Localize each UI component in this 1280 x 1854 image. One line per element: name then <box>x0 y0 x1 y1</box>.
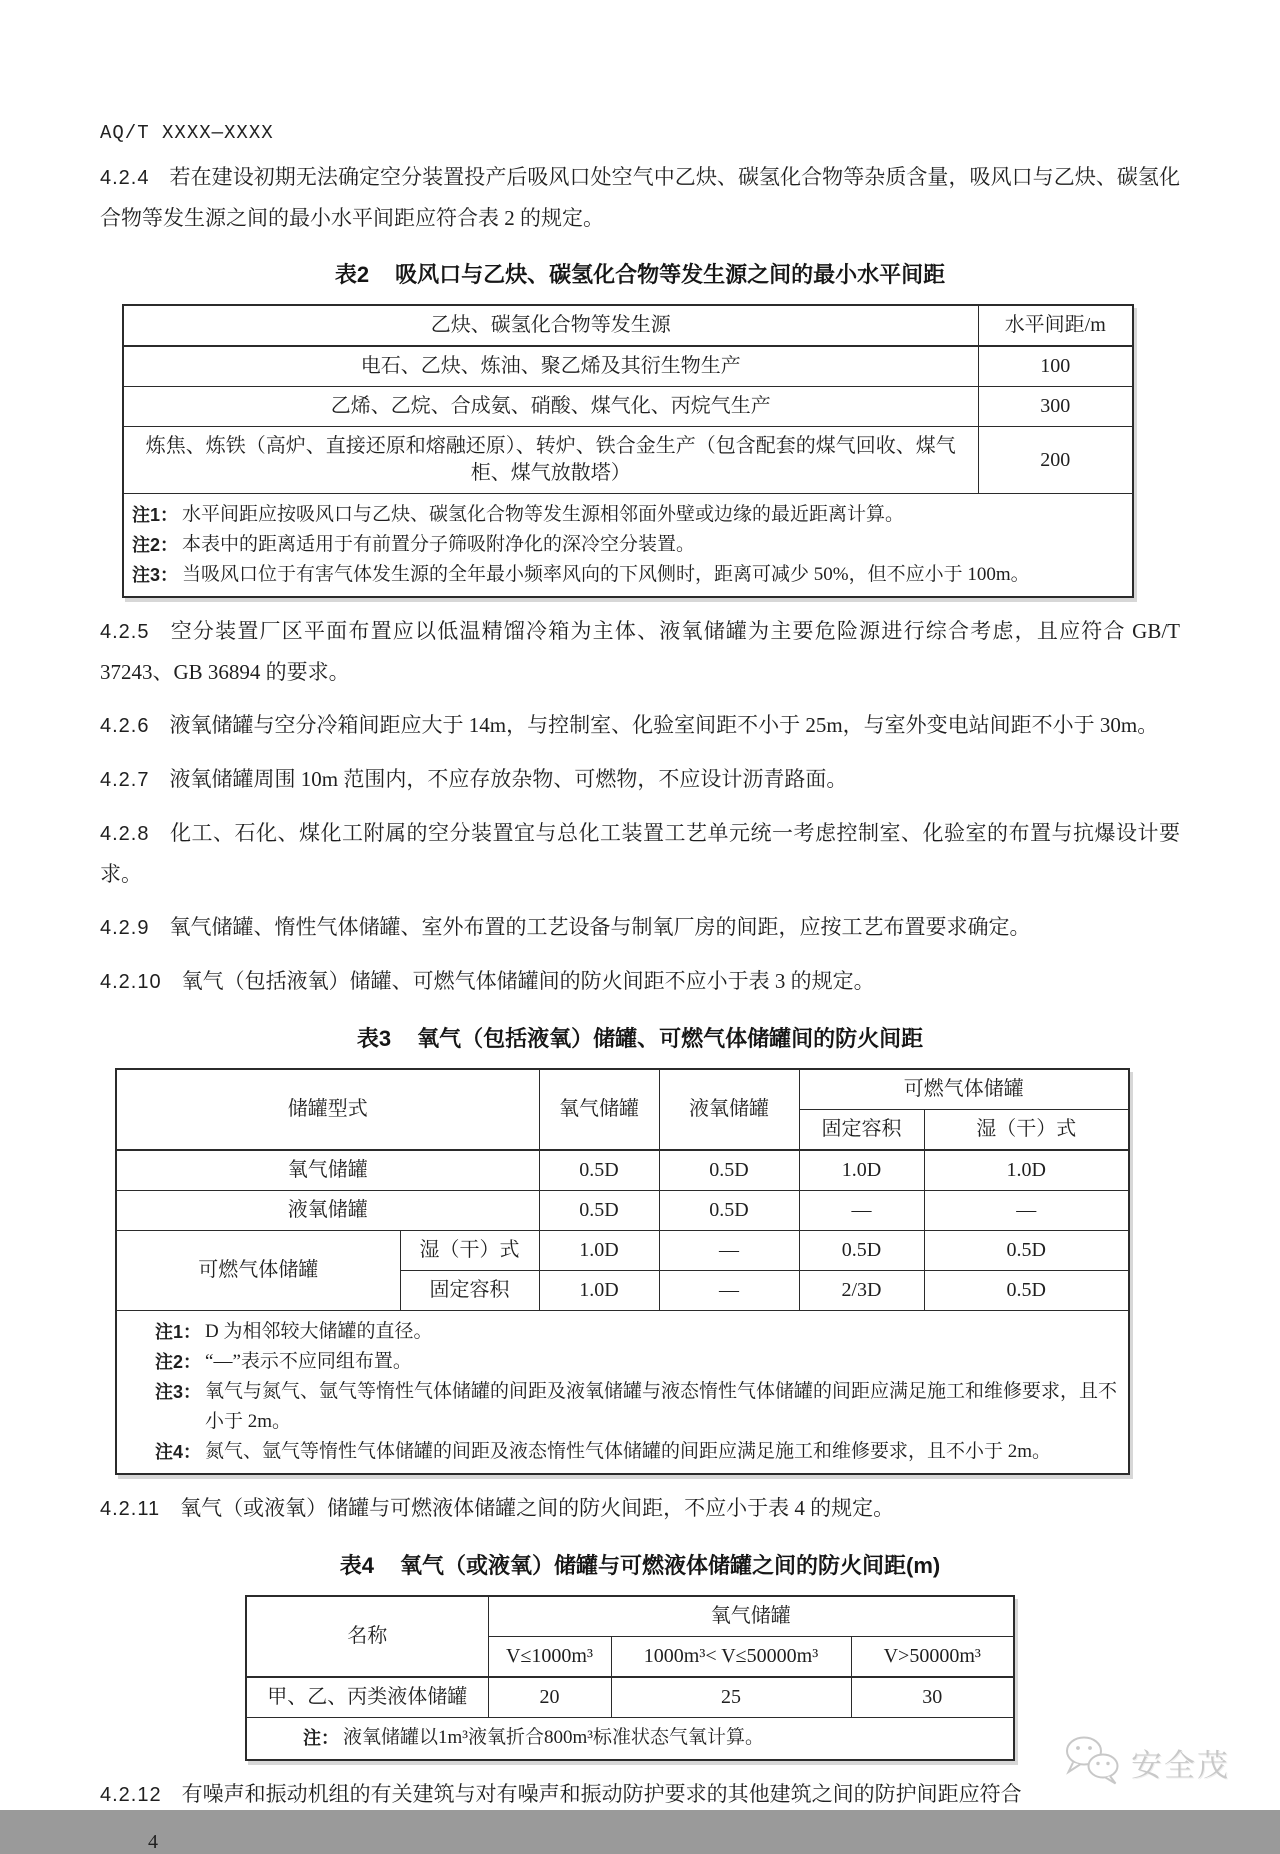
note-label: 注3： <box>132 565 179 585</box>
table-row <box>123 427 1133 494</box>
table-notes-row <box>246 1718 1014 1761</box>
note <box>155 1437 1120 1467</box>
table2-title-label: 表2 <box>334 262 370 287</box>
section-number: 4.2.11 <box>100 1498 161 1520</box>
note-text: 水平间距应按吸风口与乙炔、碳氢化合物等发生源相邻面外壁或边缘的最近距离计算。 <box>182 504 905 525</box>
table-cell: 2/3D <box>799 1271 924 1311</box>
table-cell: — <box>659 1231 799 1271</box>
notes-cell <box>123 494 1133 598</box>
header-cell: 液氧储罐 <box>659 1069 799 1150</box>
section-text: 化工、石化、煤化工附属的空分装置宜与总化工装置工艺单元统一考虑控制室、化验室的布置与抗爆设计要求。 <box>100 821 1180 886</box>
note <box>132 560 1124 590</box>
section-4-2-7 <box>100 759 1180 800</box>
note-text: 氮气、氩气等惰性气体储罐的间距及液态惰性气体储罐的间距应满足施工和维修要求，且不小于 2m。 <box>205 1441 1052 1462</box>
section-number: 4.2.4 <box>100 167 150 189</box>
table-cell: 1.0D <box>539 1231 659 1271</box>
section-text: 空分装置厂区平面布置应以低温精馏冷箱为主体、液氧储罐为主要危险源进行综合考虑，且应符合 GB/T 37243、GB 36894 的要求。 <box>100 619 1180 684</box>
note-label: 注4： <box>155 1442 202 1462</box>
table-row <box>246 1677 1014 1718</box>
doc-code: AQ/T XXXX—XXXX <box>100 122 274 144</box>
header-cell: 名称 <box>246 1596 488 1677</box>
table-cell: 0.5D <box>539 1150 659 1191</box>
table3-title-text: 氧气（包括液氧）储罐、可燃气体储罐间的防火间距 <box>417 1026 924 1051</box>
section-number: 4.2.12 <box>100 1784 162 1806</box>
table-header-row <box>116 1069 1129 1110</box>
table4-title-label: 表4 <box>339 1553 375 1578</box>
note <box>155 1377 1120 1437</box>
table-3 <box>115 1068 1130 1475</box>
table-row <box>123 346 1133 387</box>
table-cell: 0.5D <box>539 1191 659 1231</box>
table-cell: 1.0D <box>799 1150 924 1191</box>
table-cell: 乙烯、乙烷、合成氨、硝酸、煤气化、丙烷气生产 <box>123 387 978 427</box>
note-text: 当吸风口位于有害气体发生源的全年最小频率风向的下风侧时，距离可减少 50%，但不应小于 100m。 <box>182 564 1030 585</box>
table4-title-text: 氧气（或液氧）储罐与可燃液体储罐之间的防火间距(m) <box>400 1553 941 1578</box>
section-text: 液氧储罐与空分冷箱间距应大于 14m，与控制室、化验室间距不小于 25m，与室外变电站间距不小于 30m。 <box>169 713 1159 737</box>
note-label: 注1： <box>132 505 179 525</box>
table-cell: 氧气储罐 <box>116 1150 539 1191</box>
header-cell: V>50000m³ <box>851 1637 1014 1678</box>
section-4-2-10 <box>100 961 1180 1002</box>
section-4-2-9 <box>100 907 1180 948</box>
header-cell: 1000m³< V≤50000m³ <box>611 1637 851 1678</box>
section-text: 氧气（或液氧）储罐与可燃液体储罐之间的防火间距，不应小于表 4 的规定。 <box>180 1496 895 1520</box>
table-cell: 液氧储罐 <box>116 1191 539 1231</box>
note <box>132 530 1124 560</box>
notes-cell <box>116 1311 1129 1475</box>
header-cell: 水平间距/m <box>978 305 1133 346</box>
table4-title <box>100 1549 1180 1580</box>
note-text: D 为相邻较大储罐的直径。 <box>205 1321 433 1342</box>
table2-title <box>100 258 1180 289</box>
table-row <box>116 1191 1129 1231</box>
table-cell: — <box>659 1271 799 1311</box>
table-cell: 0.5D <box>799 1231 924 1271</box>
table-cell: 炼焦、炼铁（高炉、直接还原和熔融还原）、转炉、铁合金生产（包含配套的煤气回收、煤气柜、煤气放散塔） <box>123 427 978 494</box>
table-notes-row <box>123 494 1133 598</box>
wechat-icon <box>1063 1735 1121 1790</box>
table-cell: 湿（干）式 <box>400 1231 539 1271</box>
notes-cell <box>246 1718 1014 1761</box>
section-number: 4.2.6 <box>100 715 150 737</box>
table-cell: 100 <box>978 346 1133 387</box>
note <box>155 1347 1120 1377</box>
table-cell: 可燃气体储罐 <box>116 1231 400 1311</box>
section-number: 4.2.8 <box>100 823 150 845</box>
section-number: 4.2.5 <box>100 621 150 643</box>
table-cell: 30 <box>851 1677 1014 1718</box>
table-header-row <box>246 1596 1014 1637</box>
table-cell: 1.0D <box>539 1271 659 1311</box>
header-cell: 乙炔、碳氢化合物等发生源 <box>123 305 978 346</box>
table-row <box>116 1231 1129 1271</box>
table2-title-text: 吸风口与乙炔、碳氢化合物等发生源之间的最小水平间距 <box>395 262 946 287</box>
header-cell: 固定容积 <box>799 1110 924 1151</box>
section-text: 氧气（包括液氧）储罐、可燃气体储罐间的防火间距不应小于表 3 的规定。 <box>181 969 875 993</box>
table-cell: 固定容积 <box>400 1271 539 1311</box>
table-2 <box>122 304 1134 598</box>
table-cell: 300 <box>978 387 1133 427</box>
table-notes-row <box>116 1311 1129 1475</box>
table-cell: 0.5D <box>659 1191 799 1231</box>
section-4-2-12 <box>100 1774 1180 1815</box>
watermark-text: 安全茂 <box>1131 1748 1230 1783</box>
table-cell: 电石、乙炔、炼油、聚乙烯及其衍生物生产 <box>123 346 978 387</box>
header-cell: 氧气储罐 <box>539 1069 659 1150</box>
section-4-2-4 <box>100 157 1180 238</box>
note-text: “—”表示不应同组布置。 <box>205 1351 412 1372</box>
section-number: 4.2.10 <box>100 971 162 993</box>
header-cell: 氧气储罐 <box>488 1596 1014 1637</box>
section-4-2-8 <box>100 813 1180 894</box>
table-row <box>123 387 1133 427</box>
note <box>132 500 1124 530</box>
header-cell: V≤1000m³ <box>488 1637 611 1678</box>
table-cell: 200 <box>978 427 1133 494</box>
note-label: 注： <box>303 1728 339 1748</box>
note-label: 注2： <box>155 1352 202 1372</box>
table-cell: 20 <box>488 1677 611 1718</box>
section-number: 4.2.9 <box>100 917 150 939</box>
note <box>155 1317 1120 1347</box>
table-cell: 甲、乙、丙类液体储罐 <box>246 1677 488 1718</box>
table-cell: — <box>799 1191 924 1231</box>
table-cell: 0.5D <box>924 1271 1129 1311</box>
note-label: 注2： <box>132 535 179 555</box>
table-cell: 0.5D <box>659 1150 799 1191</box>
header-cell: 可燃气体储罐 <box>799 1069 1129 1110</box>
section-text: 液氧储罐周围 10m 范围内，不应存放杂物、可燃物，不应设计沥青路面。 <box>169 767 848 791</box>
table-row <box>116 1150 1129 1191</box>
note <box>303 1723 999 1753</box>
section-number: 4.2.7 <box>100 769 150 791</box>
table3-title-label: 表3 <box>356 1026 392 1051</box>
note-text: 液氧储罐以1m³液氧折合800m³标准状态气氧计算。 <box>343 1727 764 1748</box>
note-label: 注1： <box>155 1322 202 1342</box>
note-text: 氧气与氮气、氩气等惰性气体储罐的间距及液氧储罐与液态惰性气体储罐的间距应满足施工和维修要求，且不小于 2m。 <box>205 1381 1118 1432</box>
section-text: 氧气储罐、惰性气体储罐、室外布置的工艺设备与制氧厂房的间距，应按工艺布置要求确定。 <box>169 915 1031 939</box>
header-cell: 储罐型式 <box>116 1069 539 1150</box>
table-cell: 25 <box>611 1677 851 1718</box>
watermark <box>1063 1735 1230 1790</box>
header-cell: 湿（干）式 <box>924 1110 1129 1151</box>
table3-title <box>100 1022 1180 1053</box>
table-cell: — <box>924 1191 1129 1231</box>
section-4-2-6 <box>100 705 1180 746</box>
table-4 <box>245 1595 1015 1761</box>
page-number: 4 <box>148 1831 158 1853</box>
table-cell: 1.0D <box>924 1150 1129 1191</box>
table-cell: 0.5D <box>924 1231 1129 1271</box>
table-header-row <box>123 305 1133 346</box>
section-text: 若在建设初期无法确定空分装置投产后吸风口处空气中乙炔、碳氢化合物等杂质含量，吸风口与乙炔、碳氢化合物等发生源之间的最小水平间距应符合表 2 的规定。 <box>100 165 1180 230</box>
section-4-2-11 <box>100 1488 1180 1529</box>
note-text: 本表中的距离适用于有前置分子筛吸附净化的深冷空分装置。 <box>182 534 696 555</box>
section-text: 有噪声和振动机组的有关建筑与对有噪声和振动防护要求的其他建筑之间的防护间距应符合 <box>181 1782 1022 1806</box>
note-label: 注3： <box>155 1382 202 1402</box>
section-4-2-5 <box>100 611 1180 692</box>
